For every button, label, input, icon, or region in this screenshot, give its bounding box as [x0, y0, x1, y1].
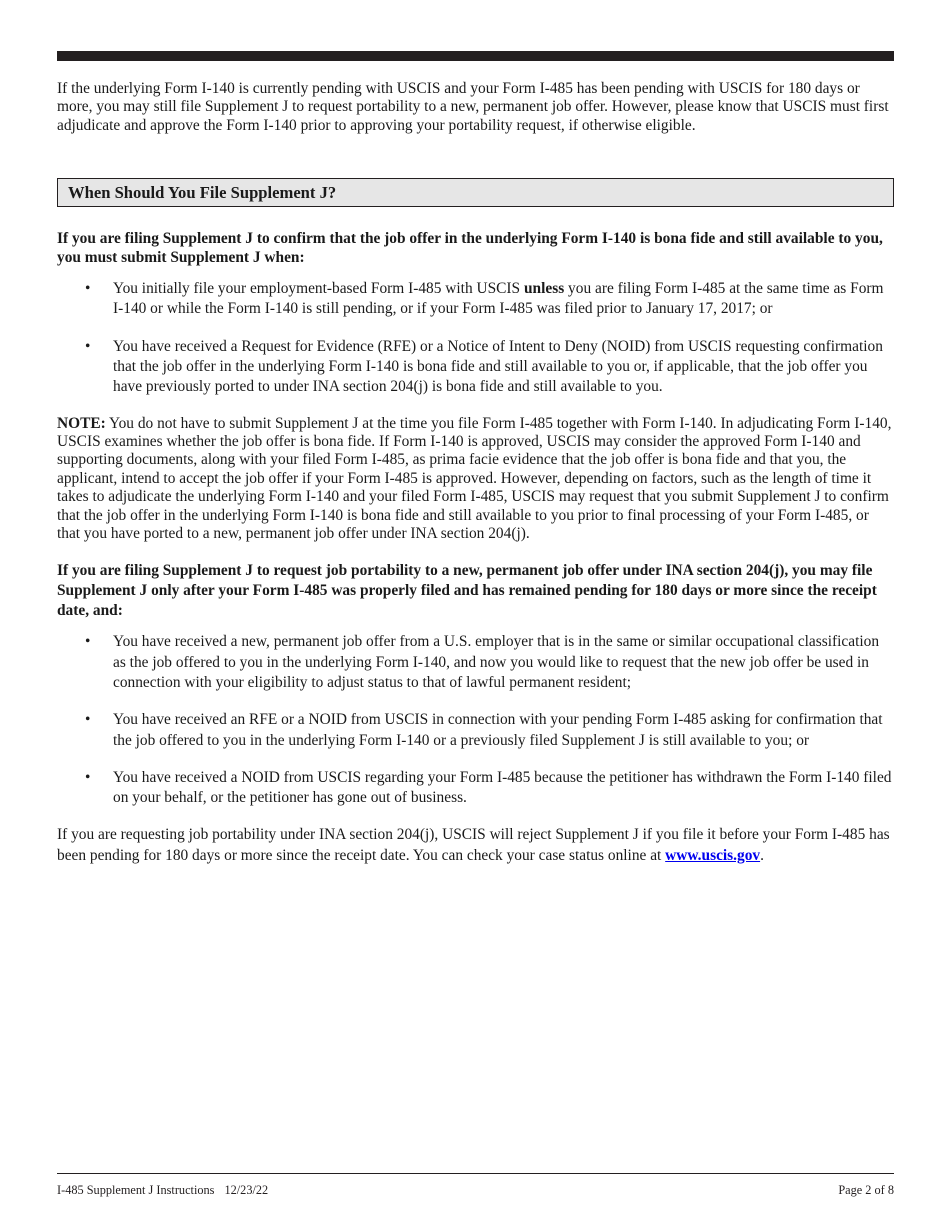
list-item-emphasis: unless: [523, 280, 565, 298]
list-item: [57, 279, 894, 320]
note-text: You do not have to submit Supplement J at the time you file Form I-485 together with Form I-140. In adjudicating Form I-140, USCIS examines whether the job offer is bona fide. If Form I-140 is approved, USCIS may consider the approved Form I-140 and supporting documents, along with your filed Form I-485, as prima facie evidence that the job offer is bona fide and that you, the applicant, intend to accept the job offer if your Form I-485 is approved. However, depending on factors, such as the length of time it takes to adjudicate the underlying Form I-140 and your filed Form I-485, USCIS may request that you submit Supplement J to confirm that the job offer in the underlying Form I-140 is bona fide and still available to you prior to final processing of your Form I-485, or that you have ported to a new, permanent job offer under INA section 204(j).: [57, 414, 892, 542]
list-item-text: You have received a new, permanent job offer from a U.S. employer that is in the same or similar occupational classification as the job offered to you in the underlying Form I-140, and now you would like to request that the new job offer be used in connection with your eligibility to adjust status to that of lawful permanent resident;: [113, 633, 880, 691]
list-item: [57, 632, 894, 693]
closing-end: .: [760, 846, 764, 864]
footer-form-info: [57, 1183, 268, 1198]
bullet-icon: •: [85, 768, 91, 786]
section-heading-text: When Should You File Supplement J?: [68, 183, 337, 203]
list-item-text: You have received a Request for Evidence (RFE) or a Notice of Intent to Deny (NOID) from USCIS requesting confirmation that the job offer in the underlying Form I-140 is bona fide and still available to you or, if applicable, that the job offer you have previously ported to under INA section 204(j) is bona fide and still available to you.: [113, 337, 883, 396]
document-body: [57, 80, 894, 866]
note-paragraph: [57, 415, 894, 544]
uscis-website-link[interactable]: www.uscis.gov: [665, 846, 761, 864]
list-item-text: You have received an RFE or a NOID from USCIS in connection with your pending Form I-485 asking for confirmation that the job offered to you in the underlying Form I-140 or a previously filed Supplement J is still available to you; or: [113, 711, 883, 749]
footer-page-number: Page 2 of 8: [838, 1183, 894, 1197]
footer-edition-date: 12/23/22: [224, 1183, 269, 1197]
list-item-text-start: You initially file your employment-based Form I-485 with USCIS: [113, 280, 524, 298]
confirm-conditions-list: [57, 279, 894, 397]
top-rule: [57, 51, 894, 61]
section-heading: [57, 178, 894, 207]
intro-paragraph: If the underlying Form I-140 is currently pending with USCIS and your Form I-485 has been pending with USCIS for 180 days or more, you may still file Supplement J to request portability to a new, permanent job offer. However, please know that USCIS must first adjudicate and approve the Form I-140 prior to approving your portability request, if otherwise eligible.: [57, 80, 889, 134]
closing-paragraph: [57, 825, 894, 866]
portability-conditions-list: [57, 632, 894, 808]
bullet-icon: •: [85, 633, 91, 651]
bullet-icon: •: [85, 711, 91, 729]
list-item: [57, 710, 894, 751]
footer-form-name: I-485 Supplement J Instructions: [57, 1183, 215, 1197]
closing-text: If you are requesting job portability under INA section 204(j), USCIS will reject Supplement J if you file it before your Form I-485 has been pending for 180 days or more since the receipt date. You can check your case status online at: [57, 826, 890, 864]
list-item-text-end: you are filing Form I-485 at the same time as Form I-140 or while the Form I-140 is still pending, or if your Form I-485 was filed prior to January 17, 2017; or: [113, 280, 884, 318]
lead-job-portability: If you are filing Supplement J to request job portability to a new, permanent job offer under INA section 204(j), you may file Supplement J only after your Form I-485 was properly filed and has remained pending for 180 days or more since the receipt date, and:: [57, 562, 877, 620]
bullet-icon: •: [85, 280, 91, 298]
bullet-icon: •: [85, 337, 91, 355]
footer-rule: [57, 1173, 894, 1174]
note-label: NOTE:: [57, 414, 106, 432]
list-item-text: You have received a NOID from USCIS regarding your Form I-485 because the petitioner has withdrawn the Form I-140 filed on your behalf, or the petitioner has gone out of business.: [113, 768, 892, 807]
list-item: [57, 768, 894, 809]
list-item: [57, 337, 894, 398]
lead-confirm-job-offer: If you are filing Supplement J to confirm that the job offer in the underlying Form I-140 is bona fide and still available to you, you must submit Supplement J when:: [57, 230, 883, 266]
